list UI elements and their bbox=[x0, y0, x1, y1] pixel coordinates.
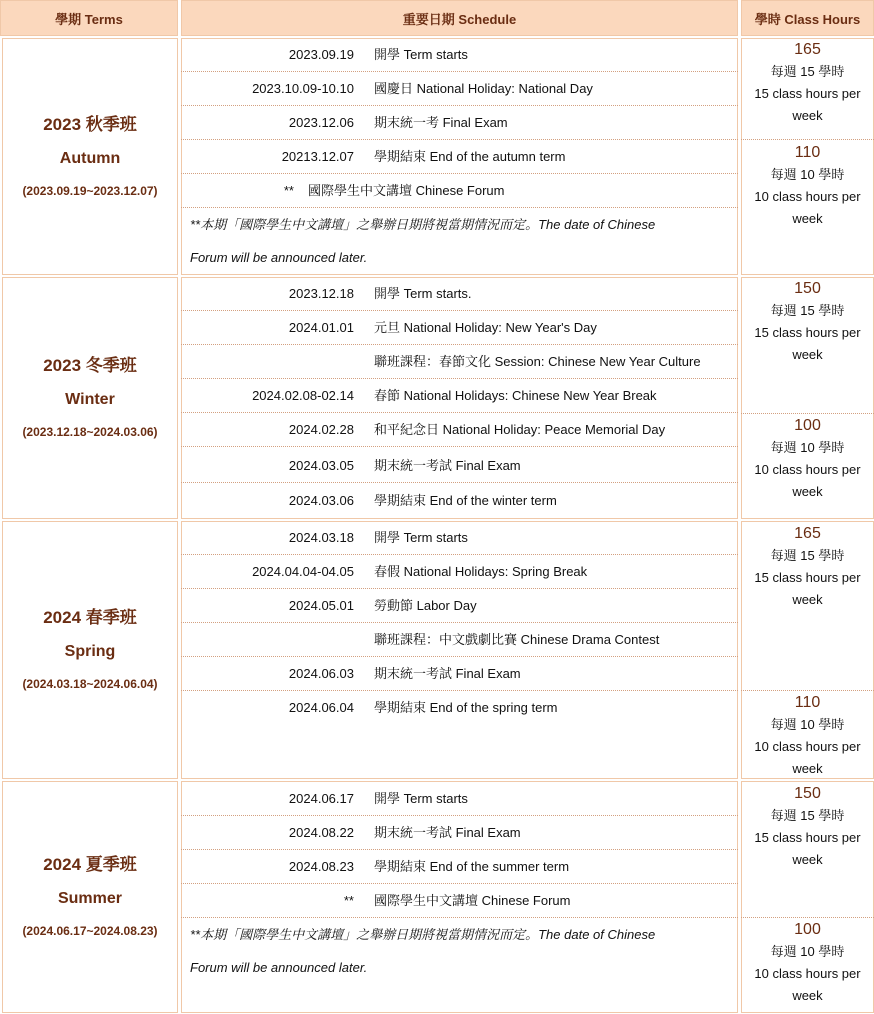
header-schedule: 重要日期 Schedule bbox=[181, 0, 738, 36]
row-event: 開學 Term starts bbox=[374, 47, 468, 62]
row-event: 聯班課程：中文戲劇比賽 Chinese Drama Contest bbox=[374, 632, 660, 647]
row-event: 和平紀念日 National Holiday: Peace Memorial Day bbox=[374, 422, 666, 437]
row-date: 2024.04.04-04.05 bbox=[252, 564, 354, 579]
note-line: Forum will be announced later. bbox=[190, 250, 368, 265]
hours-block bbox=[741, 783, 874, 871]
schedule-row bbox=[181, 106, 738, 140]
hours-weekly-zh: 每週 10 學時 bbox=[770, 440, 845, 455]
hours-weekly-zh: 每週 15 學時 bbox=[770, 64, 845, 79]
row-event: 春假 National Holidays: Spring Break bbox=[374, 564, 588, 579]
note-line: Forum will be announced later. bbox=[190, 960, 368, 975]
schedule-row bbox=[181, 884, 738, 918]
hours-weekly-en: 15 class hours per bbox=[754, 570, 861, 585]
hours-total: 110 bbox=[794, 144, 821, 161]
row-event: 春節 National Holidays: Chinese New Year Break bbox=[374, 388, 657, 403]
hours-weekly-en: 10 class hours per bbox=[754, 966, 861, 981]
hours-total: 150 bbox=[794, 280, 821, 297]
row-date: 2024.08.23 bbox=[288, 859, 354, 874]
hours-divider bbox=[741, 139, 874, 140]
schedule-row bbox=[181, 555, 738, 589]
row-event: 學期結束 End of the summer term bbox=[374, 859, 570, 874]
hours-weekly-en: 10 class hours per bbox=[754, 189, 861, 204]
schedule-row bbox=[181, 345, 738, 379]
hours-total: 165 bbox=[794, 525, 821, 542]
hours-total: 100 bbox=[794, 921, 821, 938]
term-english: Spring bbox=[64, 643, 116, 660]
row-event: 開學 Term starts bbox=[374, 530, 468, 545]
row-event: 學期結束 End of the spring term bbox=[374, 700, 558, 715]
hours-divider bbox=[741, 690, 874, 691]
row-date: 2024.03.18 bbox=[288, 530, 354, 545]
row-date: 2023.10.09-10.10 bbox=[252, 81, 354, 96]
term-name: 2023 冬季班 bbox=[43, 356, 137, 375]
note-line: **本期「國際學生中文講壇」之舉辦日期將視當期情況而定。The date of Chinese bbox=[190, 927, 656, 942]
hours-weekly-en: 15 class hours per bbox=[754, 86, 861, 101]
row-event: 聯班課程：春節文化 Session: Chinese New Year Culture bbox=[374, 354, 701, 369]
hours-weekly-zh: 每週 15 學時 bbox=[770, 303, 845, 318]
hours-weekly-en: week bbox=[792, 592, 823, 607]
hours-weekly-zh: 每週 15 學時 bbox=[770, 548, 845, 563]
hours-weekly-en: 10 class hours per bbox=[754, 739, 861, 754]
header-hours: 學時 Class Hours bbox=[741, 0, 874, 36]
row-event: 期末統一考 Final Exam bbox=[374, 115, 508, 130]
schedule-row bbox=[181, 311, 738, 345]
schedule-row bbox=[181, 657, 738, 691]
hours-weekly-en: 15 class hours per bbox=[754, 325, 861, 340]
hours-block bbox=[741, 523, 874, 611]
row-event: 學期結束 End of the autumn term bbox=[374, 149, 566, 164]
row-date: ** bbox=[343, 893, 354, 908]
note-line: **本期「國際學生中文講壇」之舉辦日期將視當期情況而定。The date of Chinese bbox=[190, 217, 656, 232]
row-date: 2024.08.22 bbox=[288, 825, 354, 840]
term-english: Autumn bbox=[59, 149, 121, 167]
schedule-row bbox=[181, 782, 738, 816]
schedule-row bbox=[181, 38, 738, 72]
term-range: (2023.12.18~2024.03.06) bbox=[22, 425, 158, 439]
row-date: 2024.06.03 bbox=[288, 666, 354, 681]
row-date: 2024.02.08-02.14 bbox=[252, 388, 354, 403]
term-name: 2024 夏季班 bbox=[43, 855, 137, 874]
hours-block bbox=[741, 278, 874, 366]
schedule-row bbox=[181, 623, 738, 657]
row-date: 2024.06.17 bbox=[288, 791, 354, 806]
hours-total: 100 bbox=[794, 417, 821, 434]
row-event: 期末統一考試 Final Exam bbox=[374, 458, 521, 473]
schedule-row bbox=[181, 277, 738, 311]
term-range: (2023.09.19~2023.12.07) bbox=[22, 183, 158, 198]
schedule-row bbox=[181, 449, 738, 483]
row-date: 2023.09.19 bbox=[288, 47, 354, 62]
row-date: 2024.01.01 bbox=[288, 320, 354, 335]
hours-block bbox=[741, 39, 874, 127]
schedule-row bbox=[181, 72, 738, 106]
hours-weekly-zh: 每週 10 學時 bbox=[770, 717, 845, 732]
hours-weekly-en: week bbox=[792, 108, 823, 123]
hours-weekly-en: week bbox=[792, 988, 823, 1003]
header-terms: 學期 Terms bbox=[0, 0, 178, 36]
hours-total: 150 bbox=[794, 785, 821, 802]
schedule-row bbox=[181, 521, 738, 555]
forum-note bbox=[190, 208, 730, 274]
schedule-row bbox=[181, 691, 738, 725]
row-event: 國際學生中文講壇 Chinese Forum bbox=[374, 893, 571, 908]
row-date: 2023.12.18 bbox=[288, 286, 354, 301]
schedule-row bbox=[181, 589, 738, 623]
hours-divider bbox=[741, 917, 874, 918]
term-name: 2023 秋季班 bbox=[43, 114, 137, 134]
forum-note bbox=[190, 918, 730, 984]
hours-weekly-en: week bbox=[792, 484, 823, 499]
schedule-row bbox=[181, 379, 738, 413]
schedule-row bbox=[181, 413, 738, 447]
term-english: Summer bbox=[57, 890, 123, 907]
term-spring bbox=[2, 521, 178, 779]
schedule-row bbox=[181, 484, 738, 518]
hours-block bbox=[741, 919, 874, 1007]
hours-total: 165 bbox=[794, 41, 821, 58]
hours-weekly-en: week bbox=[792, 852, 823, 867]
hours-weekly-en: week bbox=[792, 347, 823, 362]
hours-block bbox=[741, 415, 874, 503]
term-english: Winter bbox=[65, 391, 115, 408]
row-date: 2024.06.04 bbox=[288, 700, 354, 715]
row-date: 2023.12.06 bbox=[288, 115, 354, 130]
row-event: 國際學生中文講壇 Chinese Forum bbox=[308, 183, 505, 198]
row-date: 2024.05.01 bbox=[288, 598, 354, 613]
hours-weekly-zh: 每週 10 學時 bbox=[770, 944, 845, 959]
row-date: ** bbox=[283, 183, 294, 198]
row-date: 2024.03.06 bbox=[288, 493, 354, 508]
term-winter bbox=[2, 277, 178, 519]
row-date: 20213.12.07 bbox=[281, 149, 354, 164]
hours-weekly-en: week bbox=[792, 761, 823, 776]
row-event: 勞動節 Labor Day bbox=[374, 598, 477, 613]
row-event: 國慶日 National Holiday: National Day bbox=[374, 81, 593, 96]
row-event: 期末統一考試 Final Exam bbox=[374, 666, 521, 681]
row-event: 開學 Term starts. bbox=[374, 286, 472, 301]
row-event: 元旦 National Holiday: New Year's Day bbox=[374, 320, 597, 335]
hours-block bbox=[741, 692, 874, 780]
hours-weekly-en: week bbox=[792, 211, 823, 226]
term-range: (2024.06.17~2024.08.23) bbox=[22, 924, 158, 938]
hours-weekly-zh: 每週 15 學時 bbox=[770, 808, 845, 823]
term-autumn bbox=[2, 38, 178, 275]
term-name: 2024 春季班 bbox=[43, 608, 137, 627]
row-date: 2024.02.28 bbox=[288, 422, 354, 437]
hours-weekly-en: 10 class hours per bbox=[754, 462, 861, 477]
hours-divider bbox=[741, 413, 874, 414]
hours-block bbox=[741, 142, 874, 230]
schedule-row bbox=[181, 850, 738, 884]
hours-weekly-en: 15 class hours per bbox=[754, 830, 861, 845]
row-event: 期末統一考試 Final Exam bbox=[374, 825, 521, 840]
term-summer bbox=[2, 781, 178, 1013]
row-date: 2024.03.05 bbox=[288, 458, 354, 473]
hours-total: 110 bbox=[794, 694, 821, 711]
row-event: 學期結束 End of the winter term bbox=[374, 493, 557, 508]
schedule-row bbox=[181, 174, 738, 208]
schedule-row bbox=[181, 816, 738, 850]
hours-weekly-zh: 每週 10 學時 bbox=[770, 167, 845, 182]
term-range: (2024.03.18~2024.06.04) bbox=[22, 677, 158, 691]
schedule-row bbox=[181, 140, 738, 174]
row-event: 開學 Term starts bbox=[374, 791, 468, 806]
